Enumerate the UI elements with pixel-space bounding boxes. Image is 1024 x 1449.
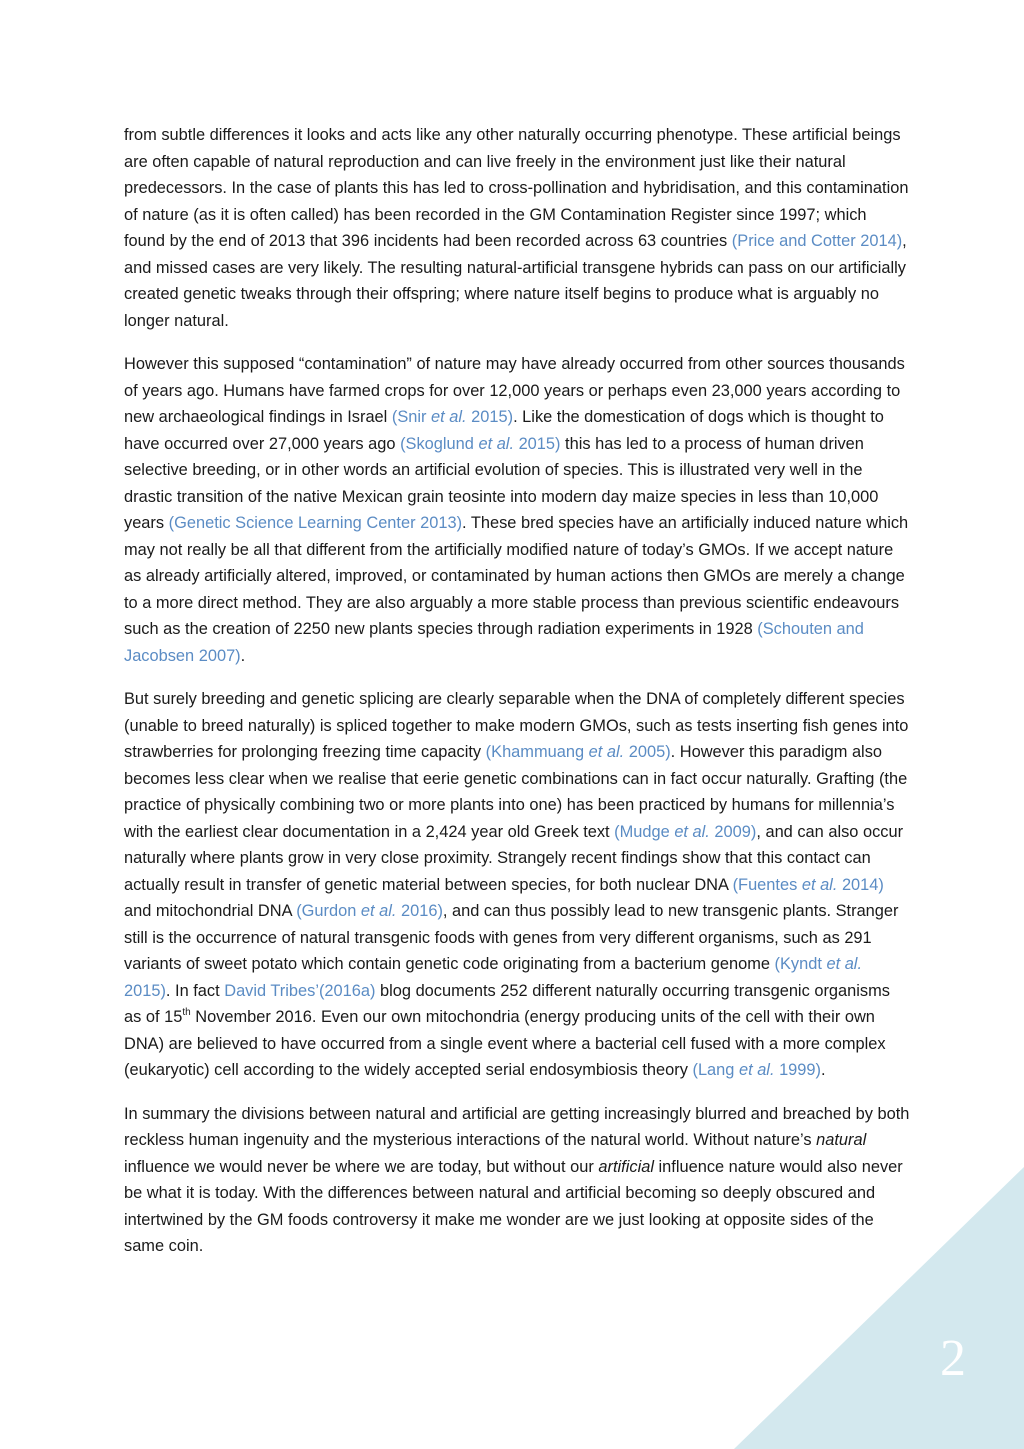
citation-etal: et al. — [826, 955, 863, 973]
text-run: In summary the divisions between natural and artificial are getting increasingly blurred and breached by both reckless human ingenuity and the mysterious interactions of the natural world. Without nature’s — [124, 1104, 910, 1149]
text-run: influence nature would also never be what it is today. With the differences between natural and artificial becoming so deeply obscured and intertwined by the GM foods controversy it make me wonder are we just looking at opposite sides of the same coin. — [124, 1157, 903, 1255]
text-run: from subtle differences it looks and acts like any other naturally occurring phenotype. These artificial beings are often capable of natural reproduction and can live freely in the environment just like their natural predecessors. In the case of plants this has led to cross-pollination and hybridisation, and this contamination of nature (as it is often called) has been recorded in the GM Contamination Register since 1997; which found by the end of 2013 that 396 incidents had been recorded across 63 countries — [124, 126, 909, 250]
citation-author: (Lang — [692, 1061, 739, 1079]
citation-year: 2014) — [837, 875, 884, 894]
citation-link[interactable]: (Genetic Science Learning Center 2013) — [168, 514, 463, 532]
citation-etal: et al. — [674, 822, 710, 841]
text-run: , and can thus possibly lead to new transgenic plants. Stranger still is the occurrence of natural transgenic foods with genes from very different organisms, such as 291 variants of sweet potato which contain genetic code originating from a bacterium genome — [124, 902, 899, 973]
citation-year: 1999) — [774, 1061, 821, 1079]
citation-link[interactable] — [486, 743, 671, 761]
text-run: and mitochondrial DNA — [124, 902, 297, 920]
citation-link[interactable] — [400, 435, 560, 453]
text-run: However this supposed “contamination” of nature may have already occurred from other sources thousands of years ago. Humans have farmed crops for over 12,000 years or perhaps even 23,000 years according to new archaeological findings in Israel — [124, 355, 905, 426]
citation-author: (Kyndt — [774, 955, 827, 973]
citation-etal: et al. — [360, 902, 397, 920]
citation-etal: et al. — [431, 408, 467, 426]
body-text — [124, 122, 910, 1277]
citation-year: 2015) — [466, 408, 514, 426]
paragraph-4 — [124, 1101, 910, 1260]
citation-year: 2009) — [709, 822, 757, 841]
citation-link[interactable] — [614, 823, 756, 841]
citation-link[interactable] — [692, 1061, 821, 1079]
citation-year: 2016) — [396, 902, 443, 920]
text-run: this has led to a process of human driven selective breeding, or in other words an artificial evolution of species. This is illustrated very well in the drastic transition of the native Mexican grain teosinte into modern day maize species in less than 10,000 years — [124, 434, 879, 532]
text-run: blog documents 252 different naturally occurring transgenic organisms as of 15 — [124, 981, 890, 1026]
citation-year: 2015) — [124, 981, 166, 1000]
citation-year: 2005) — [624, 743, 671, 761]
citation-link[interactable] — [733, 876, 884, 894]
citation-author: (Snir — [391, 408, 432, 426]
paragraph-2 — [124, 351, 910, 669]
italic-word: artificial — [598, 1157, 654, 1176]
text-run: . However this paradigm also becomes less clear when we realise that eerie genetic combinations can in fact occur naturally. Grafting (the practice of physically combining two or more plants into one) has been practiced by humans for millennia’s with the earliest clear documentation in a 2,424 year old Greek text — [124, 743, 908, 841]
italic-word: natural — [816, 1131, 867, 1149]
citation-etal: et al. — [588, 743, 625, 761]
text-run: influence we would never be where we are today, but without our — [124, 1157, 599, 1176]
text-run: , and missed cases are very likely. The resulting natural-artificial transgene hybrids can pass on our artificially created genetic tweaks through their offspring; where nature itself begins to produce what is arguably no longer natural. — [124, 232, 907, 330]
text-run: . Like the domestication of dogs which is thought to have occurred over 27,000 years ago — [124, 408, 884, 453]
citation-author: (Khammuang — [485, 743, 589, 761]
superscript: th — [182, 1006, 191, 1018]
text-run: November 2016. Even our own mitochondria (energy producing units of the cell with their own DNA) are believed to have occurred from a single event where a bacterial cell fused with a more complex (eukaryotic) cell according to the widely accepted serial endosymbiosis theory — [124, 1008, 886, 1079]
citation-etal: et al. — [801, 875, 838, 894]
text-run: , and can also occur naturally where plants grow in very close proximity. Strangely recent findings show that this contact can actually result in transfer of genetic material between species, for both nuclear DNA — [124, 822, 904, 894]
citation-link[interactable]: (Schouten and Jacobsen 2007) — [124, 620, 864, 665]
text-run: . — [240, 646, 246, 665]
paragraph-3 — [124, 686, 910, 1084]
citation-author: (Fuentes — [732, 875, 802, 894]
text-run: . In fact — [165, 981, 225, 1000]
citation-link[interactable]: David Tribes’(2016a) — [224, 981, 376, 1000]
citation-link[interactable] — [296, 902, 443, 920]
paragraph-1 — [124, 122, 910, 334]
text-run: . — [821, 1061, 826, 1079]
page-number: 2 — [940, 1330, 966, 1387]
citation-year: 2015) — [514, 434, 561, 453]
citation-link[interactable] — [392, 408, 513, 426]
text-run: . These bred species have an artificially induced nature which may not really be all that different from the artificially modified nature of today’s GMOs. If we accept nature as already artificially altered, improved, or contaminated by human actions then GMOs are merely a change to a more direct method. They are also arguably a more stable process than previous scientific endeavours such as the creation of 2250 new plants species through radiation experiments in 1928 — [124, 514, 909, 638]
citation-author: (Skoglund — [400, 434, 479, 453]
citation-etal: et al. — [738, 1061, 775, 1079]
citation-author: (Gurdon — [296, 902, 361, 920]
citation-etal: et al. — [478, 434, 515, 453]
citation-link[interactable]: (Price and Cotter 2014) — [731, 232, 903, 250]
citation-author: (Mudge — [614, 822, 675, 841]
text-run: But surely breeding and genetic splicing are clearly separable when the DNA of completely different species (unable to breed naturally) is spliced together to make modern GMOs, such as tests inserting fish genes into strawberries for prolonging freezing time capacity — [124, 690, 909, 761]
